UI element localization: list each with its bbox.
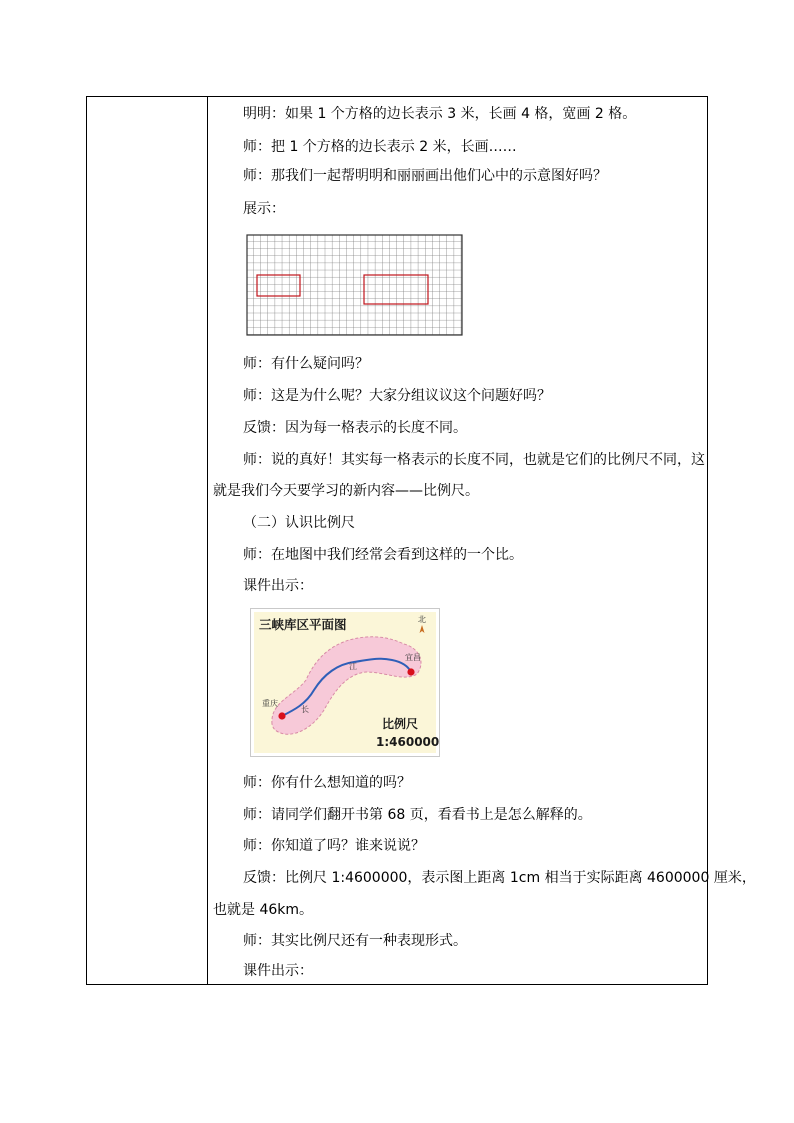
three-gorges-map — [250, 608, 440, 757]
text-line: 师：那我们一起帮明明和丽丽画出他们心中的示意图好吗？ — [243, 168, 607, 184]
map-background — [254, 612, 440, 753]
text-line: 也就是 46km。 — [213, 902, 314, 918]
text-line: 师：请同学们翻开书第 68 页，看看书上是怎么解释的。 — [243, 807, 592, 823]
text-line: 师：你有什么想知道的吗？ — [243, 775, 411, 791]
section-heading: （二）认识比例尺 — [243, 515, 355, 531]
text-line: 师：这是为什么呢？大家分组议议这个问题好吗？ — [243, 388, 551, 404]
text-line: 展示： — [243, 201, 285, 217]
grid-background — [247, 235, 462, 335]
text-line: 就是我们今天要学习的新内容——比例尺。 — [213, 483, 479, 499]
river-label-chang: 长 — [301, 705, 309, 714]
city-label-chongqing: 重庆 — [262, 699, 278, 708]
north-label: 北 — [418, 615, 426, 624]
left-column-cell — [87, 97, 208, 984]
text-line: 师：其实比例尺还有一种表现形式。 — [243, 933, 467, 949]
scale-label: 比例尺 — [382, 717, 419, 731]
yichang-dot — [407, 668, 414, 675]
text-line: 师：有什么疑问吗？ — [243, 356, 369, 372]
text-line: 师：你知道了吗？谁来说说？ — [243, 838, 425, 854]
city-label-yichang: 宜昌 — [405, 653, 421, 662]
text-line: 反馈：比例尺 1:4600000，表示图上距离 1cm 相当于实际距离 4600000 厘米， — [243, 870, 756, 886]
map-title: 三峡库区平面图 — [259, 617, 347, 632]
grid-diagram — [246, 234, 464, 336]
text-line: 师：在地图中我们经常会看到这样的一个比。 — [243, 547, 523, 563]
text-line: 课件出示： — [243, 578, 313, 594]
north-arrow-icon — [420, 625, 425, 633]
lesson-table — [86, 96, 756, 985]
text-line: 课件出示： — [243, 963, 313, 979]
text-line: 反馈：因为每一格表示的长度不同。 — [243, 420, 467, 436]
chongqing-dot — [278, 712, 285, 719]
text-line: 明明：如果 1 个方格的边长表示 3 米，长画 4 格，宽画 2 格。 — [243, 106, 637, 122]
content-cell — [208, 97, 756, 984]
text-line: 师：把 1 个方格的边长表示 2 米，长画…… — [243, 139, 517, 155]
text-line: 师：说的真好！其实每一格表示的长度不同，也就是它们的比例尺不同，这 — [243, 452, 705, 468]
scale-value: 1:460000 — [376, 735, 440, 749]
river-label-jiang: 江 — [349, 662, 357, 671]
